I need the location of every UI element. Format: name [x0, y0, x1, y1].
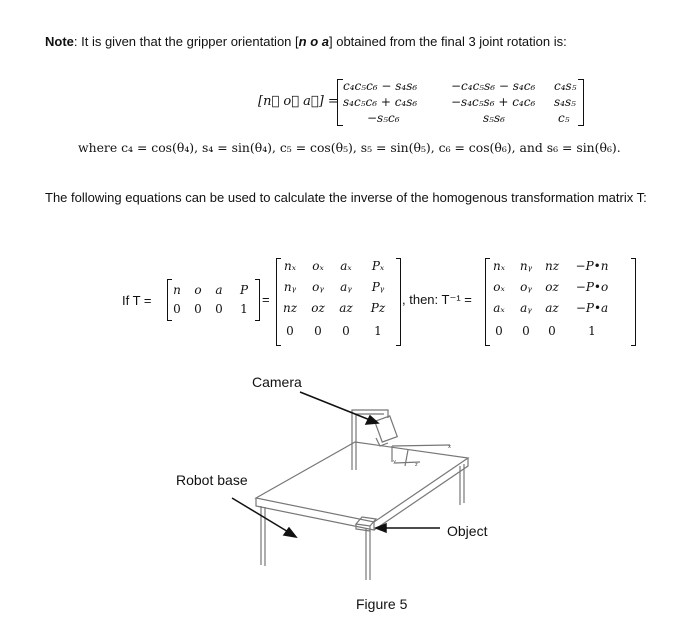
- full-cell-3-3: 1: [374, 324, 382, 338]
- inverse-cell-1-2: oz: [545, 280, 559, 294]
- table-right-edge: [374, 458, 468, 530]
- axis-mark-z: z: [415, 462, 418, 468]
- rot-cell-0-2: c₄s₅: [554, 79, 577, 93]
- inverse-cell-3-3: 1: [588, 324, 596, 338]
- rot-cell-0-0: c₄c₅c₆ − s₄s₆: [343, 79, 418, 93]
- short-cell-0-0: n: [173, 283, 181, 297]
- rot-cell-1-1: −s₄c₅s₆ + c₄c₆: [451, 95, 536, 109]
- full-cell-0-2: aₓ: [340, 259, 352, 273]
- table-leg-front-right: [366, 528, 370, 580]
- inverse-cell-2-3: −P•a: [575, 301, 609, 315]
- full-cell-3-1: 0: [314, 324, 322, 338]
- note-text-before: : It is given that the gripper orientation [: [73, 34, 299, 49]
- full-cell-3-0: 0: [286, 324, 294, 338]
- note-text-after: ] obtained from the final 3 joint rotation is:: [328, 34, 567, 49]
- inverse-cell-0-1: nᵧ: [519, 259, 533, 273]
- full-cell-2-3: Pz: [370, 301, 386, 315]
- then-label: , then: T⁻¹ =: [402, 292, 472, 307]
- note-noa: n o a: [298, 34, 329, 49]
- where-line: where c₄ = cos(θ₄), s₄ = sin(θ₄), c₅ = cos(θ₅), s₅ = sin(θ₅), c₆ = cos(θ₆), and s₆ = sin(θ₆).: [78, 140, 621, 155]
- inverse-cell-1-0: oₓ: [493, 280, 505, 294]
- full-cell-0-0: nₓ: [284, 259, 296, 273]
- rot-cell-2-0: −s₅c₆: [367, 111, 400, 125]
- short-cell-0-1: o: [194, 283, 202, 297]
- inverse-cell-0-2: nz: [544, 259, 560, 273]
- full-cell-0-3: Pₓ: [371, 259, 385, 273]
- inverse-cell-1-1: oᵧ: [520, 280, 532, 294]
- short-cell-1-1: 0: [194, 302, 202, 316]
- figure-caption: Figure 5: [356, 596, 408, 612]
- inverse-intro: The following equations can be used to calculate the inverse of the homogenous transformation matrix T:: [45, 190, 647, 205]
- full-cell-0-1: oₓ: [312, 259, 324, 273]
- full-cell-2-2: az: [339, 301, 353, 315]
- inverse-cell-2-1: aᵧ: [520, 301, 532, 315]
- short-cell-1-3: 1: [240, 302, 248, 316]
- full-cell-1-3: Pᵧ: [371, 280, 385, 294]
- rot-cell-2-2: c₅: [558, 111, 570, 125]
- inverse-cell-2-2: az: [545, 301, 559, 315]
- full-cell-1-1: oᵧ: [312, 280, 324, 294]
- axis-mark-x: x: [448, 444, 451, 450]
- inverse-cell-2-0: aₓ: [493, 301, 505, 315]
- short-cell-1-0: 0: [173, 302, 181, 316]
- inverse-cell-3-2: 0: [548, 324, 556, 338]
- rot-cell-1-0: s₄c₅c₆ + c₄s₆: [343, 95, 418, 109]
- rotation-lhs: [n⃗ o⃗ a⃗] =: [258, 94, 339, 109]
- robot-base-arrowhead: [284, 528, 296, 537]
- camera-axis-x: [392, 445, 450, 446]
- rot-cell-1-2: s₄s₅: [554, 95, 576, 109]
- full-cell-3-2: 0: [342, 324, 350, 338]
- rot-cell-2-1: s₅s₆: [483, 111, 505, 125]
- equals-sign: =: [262, 292, 270, 307]
- inverse-cell-0-3: −P•n: [575, 259, 609, 273]
- inverse-cell-1-3: −P•o: [575, 280, 609, 294]
- short-cell-1-2: 0: [215, 302, 223, 316]
- camera-arrow: [300, 392, 370, 420]
- short-cell-0-2: a: [215, 283, 223, 297]
- full-cell-1-2: aᵧ: [340, 280, 352, 294]
- camera-arrowhead: [366, 416, 378, 424]
- inverse-cell-3-1: 0: [522, 324, 530, 338]
- inverse-cell-3-0: 0: [495, 324, 503, 338]
- full-cell-1-0: nᵧ: [283, 280, 297, 294]
- full-cell-2-1: oz: [311, 301, 325, 315]
- rot-cell-0-1: −c₄c₅s₆ − s₄c₆: [451, 79, 536, 93]
- full-cell-2-0: nz: [282, 301, 298, 315]
- if-t-label: If T =: [122, 293, 152, 308]
- robot-base-label: Robot base: [176, 472, 248, 488]
- camera-body: [375, 416, 398, 442]
- axis-mark-y: y: [393, 459, 396, 465]
- note-label: Note: [45, 34, 74, 49]
- object-label: Object: [447, 523, 488, 539]
- inverse-cell-0-0: nₓ: [493, 259, 505, 273]
- table-top: [256, 442, 468, 522]
- camera-label: Camera: [252, 374, 302, 390]
- object-arrowhead: [376, 524, 386, 532]
- short-cell-0-3: P: [239, 283, 249, 297]
